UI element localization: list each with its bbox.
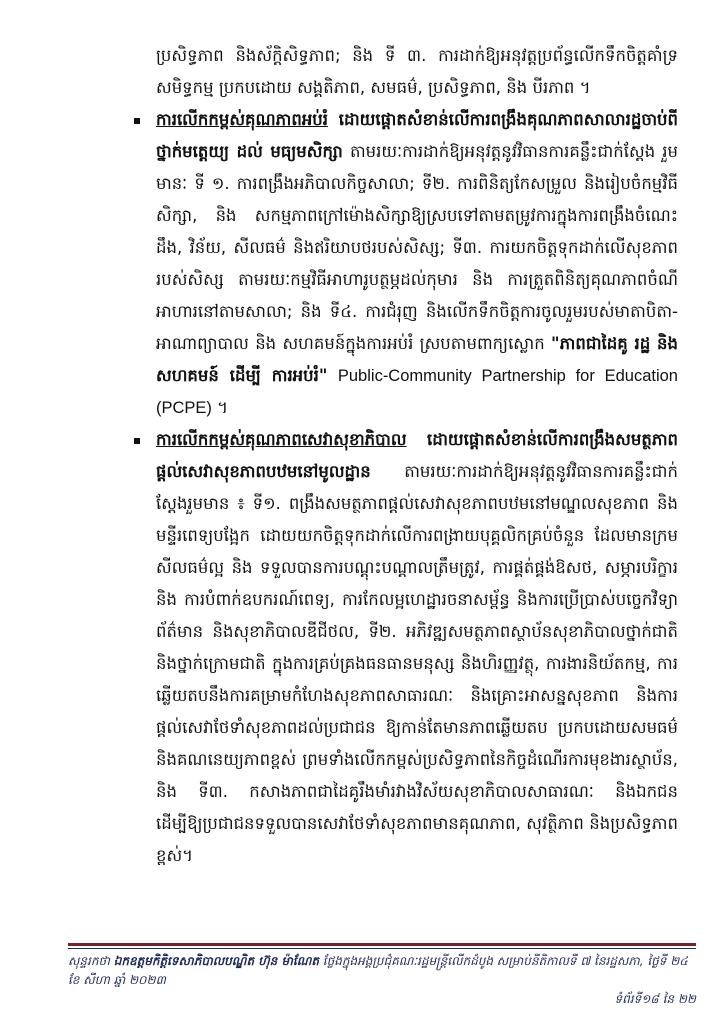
footer-line-2 <box>68 990 696 1009</box>
bullet-square-icon <box>134 118 140 124</box>
education-end: ។ <box>217 398 229 417</box>
bullet-health <box>108 424 678 872</box>
health-heading: ការលើកកម្ពស់គុណភាពសេវាសុខាភិបាល <box>156 430 407 449</box>
footer-prefix: សុន្ទរកថា <box>68 954 110 968</box>
footer-divider-thin <box>68 948 696 949</box>
health-focus: ដោយផ្តោតសំខាន់លើការពង្រឹងសមត្ថភាពផ្តល់សេវាសុខភាពបឋមនៅមូលដ្ឋាន <box>156 430 678 481</box>
document-body <box>108 40 678 872</box>
page-footer <box>68 952 696 1009</box>
footer-line-1 <box>68 952 696 990</box>
education-heading: ការលើកកម្ពស់គុណភាពអប់រំ <box>156 110 329 129</box>
bullet-education <box>108 104 678 424</box>
education-english-name: Public-Community Partnership for Education (PCPE) <box>156 367 678 417</box>
footer-divider <box>68 943 696 946</box>
education-body: តាមរយៈការដាក់ឱ្យអនុវត្តនូវវិធានការគន្លឹះជាក់ស្តែង រួមមានៈ ទី ១. ការពង្រឹងអភិបាលកិច្ចសាលា; ទី២. ការពិនិត្យកែសម្រួល និងរៀបចំកម្មវិធីសិក្សា, និង សកម្មភាពក្រៅម៉ោងសិក្សាឱ្យស្របទៅតាមតម្រូវការក្នុងការពង្រឹងចំណេះដឹង, វិន័យ, សីលធម៌ និងឥរិយាបថរបស់សិស្ស; ទី៣. ការយកចិត្តទុកដាក់លើសុខភាពរបស់សិស្ស តាមរយៈកម្មវិធីអាហារូបត្ថម្ភដល់កុមារ និង ការត្រួតពិនិត្យគុណភាពចំណីអាហារនៅតាមសាលា; និង ទី៤. ការជំរុញ និងលើកទឹកចិត្តការចូលរួមរបស់មាតាបិតា-អាណាព្យាបាល និង សហគមន៍ក្នុងការអប់រំ ស្របតាមពាក្យស្លោក <box>156 142 678 353</box>
health-body: តាមរយៈការដាក់ឱ្យអនុវត្តនូវវិធានការគន្លឹះជាក់ស្តែងរួមមាន ៖ ទី១. ពង្រឹងសមត្ថភាពផ្តល់សេវាសុខភាពបឋមនៅមណ្ឌលសុខភាព និងមន្ទីរពេទ្យបង្អែក ដោយយកចិត្តទុកដាក់លើការពង្រាយបុគ្គលិកគ្រប់ចំនួន ដែលមានក្រមសីលធម៌ល្អ និង ទទួលបានការបណ្តុះបណ្តាលត្រឹមត្រូវ, ការផ្គត់ផ្គង់ឱសថ, សម្ភារបរិក្ខារ និង ការបំពាក់ឧបករណ៍ពេទ្យ, ការកែលម្អហេដ្ឋារចនាសម្ព័ន្ធ និងការប្រើប្រាស់បច្ចេកវិទ្យាព័ត៌មាន និងសុខាភិបាលឌីជីថល, ទី២. អភិវឌ្ឍសមត្ថភាពស្ថាប័នសុខាភិបាលថ្នាក់ជាតិ និងថ្នាក់ក្រោមជាតិ ក្នុងការគ្រប់គ្រងធនធានមនុស្ស និងហិរញ្ញវត្ថុ, ការងារនិយ័តកម្ម, ការឆ្លើយតបនឹងការគម្រាមកំហែងសុខភាពសាធារណៈ និងគ្រោះអាសន្នសុខភាព និងការផ្តល់សេវាថែទាំសុខភាពដល់ប្រជាជន ឱ្យកាន់តែមានភាពឆ្លើយតប ប្រកបដោយសមធម៌ និងគណនេយ្យភាពខ្ពស់ ព្រមទាំងលើកកម្ពស់ប្រសិទ្ធភាពនៃកិច្ចដំណើរការមុខងារស្ថាប័ន, និង ទី៣. កសាងភាពជាដៃគូរឹងមាំរវាងវិស័យសុខាភិបាលសាធារណៈ និងឯកជន ដើម្បីឱ្យប្រជាជនទទួលបានសេវាថែទាំសុខភាពមានគុណភាព, សុវត្ថិភាព និងប្រសិទ្ធភាពខ្ពស់។ <box>156 462 678 865</box>
bullet-square-icon <box>134 438 140 444</box>
education-slogan: "ភាពជាដៃគូ រដ្ឋ និង សហគមន៍ ដើម្បី ការអប់រំ" <box>156 334 678 385</box>
footer-speaker: ឯកឧត្តមកិត្តិទេសាភិបាលបណ្ឌិត ហ៊ុន ម៉ាណែត <box>113 954 319 968</box>
intro-text: ប្រសិទ្ធភាព និងស័ក្តិសិទ្ធភាព; និង ទី ៣. ការដាក់ឱ្យអនុវត្តប្រព័ន្ធលើកទឹកចិត្តគាំទ្រសមិទ្ធកម្ម ប្រកបដោយ សង្គតិភាព, សមធម៌, ប្រសិទ្ធភាព, និង បីរភាព ។ <box>156 46 678 97</box>
education-focus: ដោយផ្តោតសំខាន់លើការពង្រឹងគុណភាពសាលារដ្ឋចាប់ពីថ្នាក់មត្តេយ្យ ដល់ មធ្យមសិក្សា <box>156 110 678 161</box>
footer-page-number: ទំព័រទី១៨ នៃ ២២ <box>614 992 696 1006</box>
intro-paragraph <box>108 40 678 104</box>
footer-event: ថ្លែងក្នុងអង្គប្រជុំគណៈរដ្ឋមន្ត្រីលើកដំបូង សម្រាប់នីតិកាលទី ៧ នៃរដ្ឋសភា, ថ្ងៃទី ២៤ ខែ សីហា ឆ្នាំ ២០២៣ <box>68 954 688 987</box>
